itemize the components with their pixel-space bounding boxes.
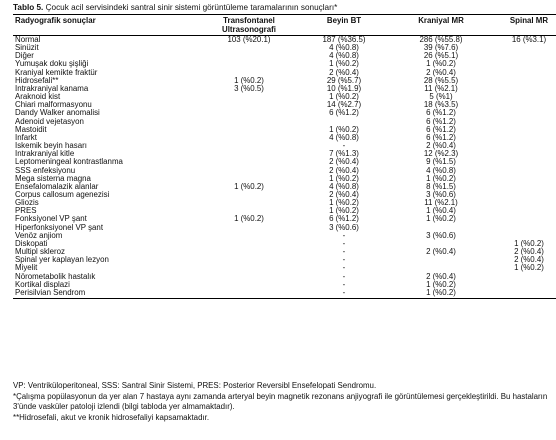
cell-spinal-mr: 16 (%3.1) (511, 35, 547, 44)
table-row (13, 101, 556, 109)
cell-spinal-mr (495, 85, 556, 93)
cell-spinal-mr: 1 (%0.2) (514, 239, 544, 248)
cell-brain-ct: 1 (%0.2) (329, 199, 359, 208)
table-row (13, 134, 556, 142)
table-row (13, 199, 556, 207)
cell-finding: Multipl skleroz (15, 248, 65, 257)
cell-cranial-mr (387, 256, 495, 264)
cell-cranial-mr: 286 (%55.8) (419, 35, 463, 44)
cell-finding: Miyelit (15, 264, 38, 273)
cell-finding: Leptomeningeal kontrastlanma (15, 158, 123, 167)
table-row (13, 44, 556, 52)
cell-cranial-mr: 1 (%0.4) (426, 207, 456, 216)
cell-spinal-mr (495, 158, 556, 166)
table-row (13, 256, 556, 264)
cell-spinal-mr (495, 134, 556, 142)
note-angiography: *Çalışma popülasyonun da yer alan 7 hastaya aynı zamanda arteryal beyin magnetik rezonans anjiyografi ile görüntülemesi gerçekleştirildi. Bu hastaların 3'ünde vasküler patoloji izlendi (bilgi tabloda yer almamaktadır). (13, 392, 548, 411)
cell-finding: Corpus callosum agenezisi (15, 190, 110, 199)
cell-brain-ct: - (342, 248, 346, 257)
cell-brain-ct: 4 (%0.8) (329, 52, 359, 61)
table-row (13, 232, 556, 240)
cell-brain-ct: 10 (%1.9) (326, 84, 362, 93)
cell-finding: Ensefalomalazik alanlar (15, 182, 99, 191)
cell-transfontanel-us: 103 (%20.1) (227, 35, 271, 44)
cell-transfontanel-us (197, 207, 301, 215)
cell-cranial-mr: 9 (%1.5) (426, 158, 456, 167)
table-row (13, 183, 556, 191)
cell-spinal-mr (495, 126, 556, 134)
cell-finding: Diskopati (15, 239, 48, 248)
cell-brain-ct: 29 (%5.7) (326, 76, 362, 85)
table-row (13, 281, 556, 289)
cell-brain-ct: 2 (%0.4) (329, 158, 359, 167)
table-row (13, 109, 556, 117)
cell-brain-ct: 7 (%1.3) (329, 150, 359, 159)
cell-spinal-mr: 2 (%0.4) (514, 248, 544, 257)
cell-spinal-mr (495, 69, 556, 77)
cell-spinal-mr (495, 109, 556, 117)
cell-transfontanel-us (197, 134, 301, 142)
table-row (13, 273, 556, 281)
table-row (13, 93, 556, 101)
cell-cranial-mr: 2 (%0.4) (426, 272, 456, 281)
header-cranial-mr: Kraniyal MR (387, 15, 495, 36)
cell-brain-ct: - (342, 272, 346, 281)
cell-transfontanel-us (197, 264, 301, 272)
cell-finding: Spinal yer kaplayan lezyon (15, 256, 109, 265)
header-spinal-mr: Spinal MR (495, 15, 556, 36)
cell-transfontanel-us (197, 109, 301, 117)
table-row (13, 248, 556, 256)
cell-spinal-mr (495, 191, 556, 199)
cell-brain-ct: - (342, 256, 346, 265)
cell-transfontanel-us (197, 191, 301, 199)
cell-transfontanel-us (197, 224, 301, 232)
table-caption (13, 3, 337, 13)
cell-brain-ct: 4 (%0.8) (329, 182, 359, 191)
cell-transfontanel-us (197, 256, 301, 264)
cell-spinal-mr (495, 150, 556, 158)
cell-cranial-mr: 18 (%3.5) (423, 101, 459, 110)
cell-transfontanel-us (197, 175, 301, 183)
cell-brain-ct: 187 (%36.5) (322, 35, 366, 44)
table-row (13, 167, 556, 175)
cell-cranial-mr: 1 (%0.2) (426, 215, 456, 224)
cell-spinal-mr: 1 (%0.2) (514, 264, 544, 273)
table-row (13, 69, 556, 77)
cell-spinal-mr (495, 77, 556, 85)
cell-spinal-mr (495, 183, 556, 191)
cell-brain-ct: 2 (%0.4) (329, 68, 359, 77)
cell-transfontanel-us (197, 199, 301, 207)
cell-transfontanel-us (197, 142, 301, 150)
cell-transfontanel-us (197, 69, 301, 77)
cell-spinal-mr (495, 281, 556, 289)
cell-brain-ct: 6 (%1.2) (329, 109, 359, 118)
table-row (13, 150, 556, 158)
cell-finding: Kraniyal kemikte fraktür (15, 68, 98, 77)
table-row (13, 158, 556, 166)
cell-finding: Dandy Walker anomalisi (15, 109, 100, 118)
cell-finding: İntrakraniyal kanama (15, 84, 89, 93)
table-row (13, 52, 556, 60)
cell-cranial-mr: 1 (%0.2) (426, 280, 456, 289)
table-row (13, 175, 556, 183)
cell-spinal-mr (495, 199, 556, 207)
cell-cranial-mr: 1 (%0.2) (426, 174, 456, 183)
table-row (13, 118, 556, 126)
results-table (13, 14, 556, 299)
cell-finding: Perisilvian Sendrom (13, 289, 197, 299)
cell-transfontanel-us: 1 (%0.2) (234, 76, 264, 85)
cell-cranial-mr: 39 (%7.6) (423, 44, 459, 53)
table-row (13, 77, 556, 85)
cell-finding: Venöz anjiom (15, 231, 63, 240)
cell-transfontanel-us (197, 93, 301, 101)
cell-transfontanel-us (197, 281, 301, 289)
cell-cranial-mr: 1 (%0.2) (426, 60, 456, 69)
cell-finding: Nörometabolik hastalık (15, 272, 96, 281)
cell-finding: Hidrosefali** (15, 76, 59, 85)
cell-brain-ct: 6 (%1.2) (329, 215, 359, 224)
table-row (13, 85, 556, 93)
cell-cranial-mr: 6 (%1.2) (426, 117, 456, 126)
cell-cranial-mr: 3 (%0.6) (426, 231, 456, 240)
cell-brain-ct: 3 (%0.6) (329, 223, 359, 232)
cell-cranial-mr: 6 (%1.2) (426, 109, 456, 118)
cell-spinal-mr (495, 289, 556, 299)
cell-brain-ct: - (342, 142, 346, 151)
cell-finding: Chiari malformasyonu (15, 101, 92, 110)
cell-transfontanel-us (197, 60, 301, 68)
cell-cranial-mr: 3 (%0.6) (426, 190, 456, 199)
table-header-row (13, 15, 556, 36)
cell-cranial-mr: 11 (%2.1) (424, 84, 458, 93)
table-row (13, 142, 556, 150)
cell-finding: Gliozis (15, 199, 39, 208)
cell-cranial-mr: 28 (%5.5) (423, 76, 459, 85)
cell-finding: Adenoid vejetasyon (15, 117, 84, 126)
cell-transfontanel-us (197, 118, 301, 126)
table-row (13, 36, 556, 45)
cell-transfontanel-us (197, 44, 301, 52)
table-row (13, 240, 556, 248)
cell-cranial-mr: 12 (%2.3) (423, 150, 459, 159)
cell-finding: İntrakraniyal kitle (15, 150, 75, 159)
header-transfontanel-line2: Ultrasonografi (222, 25, 276, 34)
cell-brain-ct: 2 (%0.4) (329, 190, 359, 199)
header-transfontanel-line1: Transfontanel (223, 16, 275, 25)
cell-finding: İnfarkt (15, 133, 37, 142)
note-abbreviations: VP: Ventriküloperitoneal, SSS: Santral Sinir Sistemi, PRES: Posterior Reversibl Ensefelopati Sendromu. (13, 381, 377, 390)
cell-brain-ct: 1 (%0.2) (329, 174, 359, 183)
cell-cranial-mr: 1 (%0.2) (387, 289, 495, 299)
cell-brain-ct: 4 (%0.8) (329, 44, 359, 53)
cell-spinal-mr (495, 167, 556, 175)
cell-cranial-mr: 4 (%0.8) (426, 166, 456, 175)
cell-cranial-mr: 26 (%5.1) (423, 52, 459, 61)
cell-spinal-mr (495, 232, 556, 240)
table-row (13, 264, 556, 272)
cell-spinal-mr (495, 52, 556, 60)
cell-spinal-mr (495, 44, 556, 52)
cell-brain-ct: - (342, 264, 346, 273)
cell-transfontanel-us: 1 (%0.2) (234, 215, 264, 224)
cell-brain-ct: 1 (%0.2) (329, 93, 359, 102)
cell-finding: Normal (15, 35, 41, 44)
cell-spinal-mr (495, 273, 556, 281)
cell-cranial-mr: 2 (%0.4) (426, 142, 456, 151)
table-caption-label: Tablo 5. (13, 3, 44, 12)
cell-cranial-mr: 8 (%1.5) (426, 182, 456, 191)
cell-cranial-mr: 11 (%2.1) (424, 199, 458, 208)
cell-finding: Sinüzit (15, 44, 39, 53)
cell-finding: Fonksiyonel VP şant (15, 215, 87, 224)
cell-transfontanel-us (197, 158, 301, 166)
table-row (13, 215, 556, 223)
cell-brain-ct: - (342, 231, 346, 240)
cell-transfontanel-us (197, 52, 301, 60)
cell-cranial-mr (387, 264, 495, 272)
cell-finding: Mega sisterna magna (15, 174, 91, 183)
cell-cranial-mr (387, 224, 495, 232)
note-hydrocephalus: **Hidrosefali, akut ve kronik hidrosefaliyi kapsamaktadır. (13, 413, 210, 423)
table-row (13, 191, 556, 199)
cell-spinal-mr (495, 175, 556, 183)
cell-spinal-mr (495, 224, 556, 232)
table-row (13, 126, 556, 134)
cell-cranial-mr: 6 (%1.2) (426, 133, 456, 142)
cell-brain-ct: 14 (%2.7) (326, 101, 362, 110)
cell-spinal-mr: 2 (%0.4) (514, 256, 544, 265)
cell-brain-ct: 1 (%0.2) (329, 207, 359, 216)
cell-cranial-mr: 5 (%1) (429, 93, 453, 102)
cell-transfontanel-us (197, 289, 301, 299)
cell-brain-ct: 4 (%0.8) (329, 133, 359, 142)
cell-brain-ct: 1 (%0.2) (329, 60, 359, 69)
cell-transfontanel-us (197, 150, 301, 158)
cell-transfontanel-us (197, 232, 301, 240)
cell-transfontanel-us: 3 (%0.5) (234, 84, 264, 93)
cell-transfontanel-us (197, 248, 301, 256)
cell-brain-ct: - (301, 289, 387, 299)
cell-finding: PRES (15, 207, 37, 216)
header-transfontanel-us (197, 15, 301, 36)
cell-brain-ct: - (342, 280, 346, 289)
cell-transfontanel-us (197, 273, 301, 281)
cell-spinal-mr (495, 118, 556, 126)
table-row (13, 60, 556, 68)
table-body (13, 36, 556, 299)
cell-transfontanel-us: 1 (%0.2) (234, 182, 264, 191)
cell-transfontanel-us (197, 240, 301, 248)
cell-cranial-mr: 2 (%0.4) (426, 248, 456, 257)
cell-cranial-mr: 6 (%1.2) (426, 125, 456, 134)
cell-finding: Mastoidit (15, 125, 47, 134)
cell-finding: SSS enfeksiyonu (15, 166, 76, 175)
cell-finding: Diğer (15, 52, 34, 61)
cell-brain-ct: - (342, 239, 346, 248)
cell-finding: İskemik beyin hasarı (15, 142, 87, 151)
table-row (13, 289, 556, 299)
table-notes (13, 381, 548, 423)
cell-transfontanel-us (197, 101, 301, 109)
cell-finding: Araknoid kist (15, 93, 61, 102)
cell-spinal-mr (495, 101, 556, 109)
table-caption-text: Çocuk acil servisindeki santral sinir sistemi görüntüleme taramalarının sonuçları* (43, 3, 338, 12)
cell-finding: Kortikal displazi (15, 280, 70, 289)
cell-transfontanel-us (197, 167, 301, 175)
cell-cranial-mr (387, 240, 495, 248)
cell-transfontanel-us (197, 126, 301, 134)
header-radiographic-results: Radyografik sonuçlar (13, 15, 197, 36)
cell-finding: Hiperfonksiyonel VP şant (15, 223, 104, 232)
table-row (13, 224, 556, 232)
cell-finding: Yumuşak doku şişliği (15, 60, 89, 69)
cell-cranial-mr: 2 (%0.4) (426, 68, 456, 77)
cell-spinal-mr (495, 142, 556, 150)
cell-spinal-mr (495, 207, 556, 215)
table-row (13, 207, 556, 215)
cell-brain-ct: 1 (%0.2) (329, 125, 359, 134)
header-brain-ct: Beyin BT (301, 15, 387, 36)
cell-brain-ct (301, 118, 387, 126)
cell-spinal-mr (495, 93, 556, 101)
cell-spinal-mr (495, 60, 556, 68)
cell-spinal-mr (495, 215, 556, 223)
cell-brain-ct: 2 (%0.4) (329, 166, 359, 175)
